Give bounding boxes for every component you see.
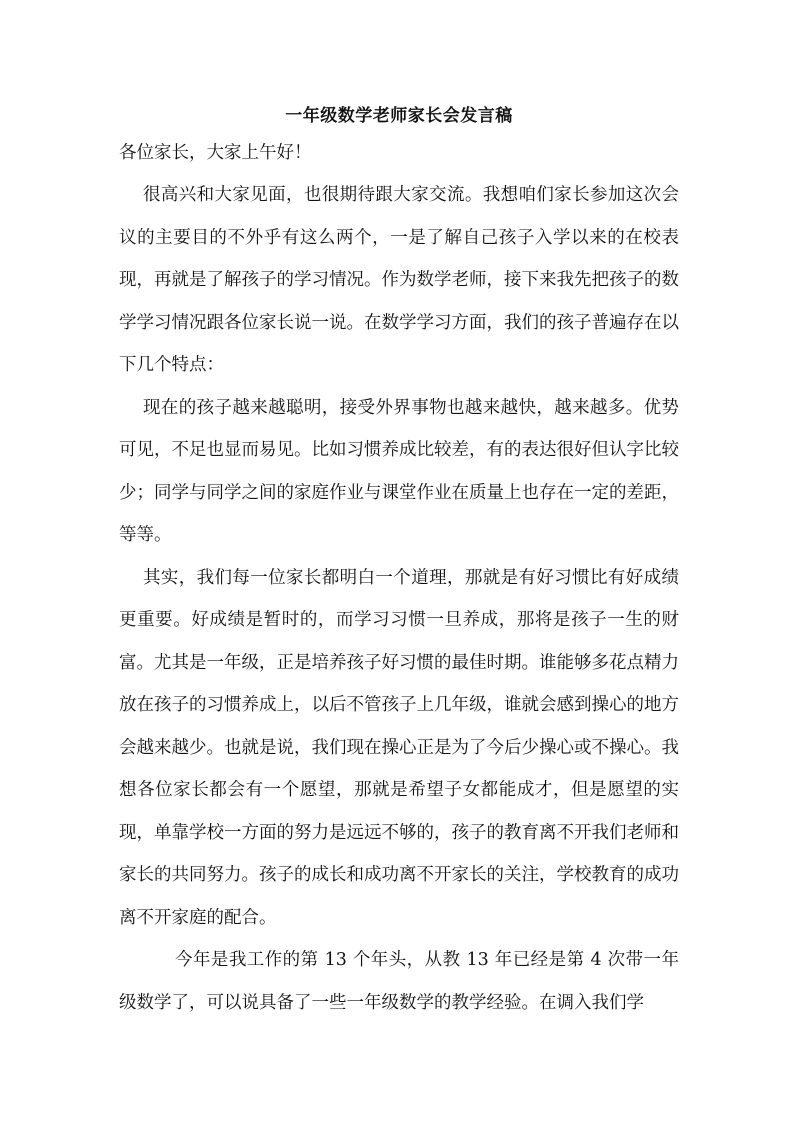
salutation: 各位家长，大家上午好！ [119,143,312,163]
paragraph-4: 今年是我工作的第 13 个年头，从教 13 年已经是第 4 次带一年级数学了，可以说具备了一些一年级数学的教学经验。在调入我们学 [119,950,679,1013]
document-title: 一年级数学老师家长会发言稿 [285,106,513,126]
document-body [119,100,679,1024]
paragraph-3: 其实，我们每一位家长都明白一个道理，那就是有好习惯比有好成绩更重要。好成绩是暂时的，而学习习惯一旦养成，那将是孩子一生的财富。尤其是一年级，正是培养孩子好习惯的最佳时期。谁能够多花点精力放在孩子的习惯养成上，以后不管孩子上几年级，谁就会感到操心的地方会越来越少。也就是说，我们现在操心正是为了今后少操心或不操心。我想各位家长都会有一个愿望，那就是希望子女都能成才，但是愿望的实现，单靠学校一方面的努力是远远不够的，孩子的教育离不开我们老师和家长的共同努力。孩子的成长和成功离不开家长的关注，学校教育的成功离不开家庭的配合。 [119,567,679,928]
paragraph-1: 很高兴和大家见面，也很期待跟大家交流。我想咱们家长参加这次会议的主要目的不外乎有这么两个，一是了解自己孩子入学以来的在校表现，再就是了解孩子的学习情况。作为数学老师，接下来我先把孩子的数学学习情况跟各位家长说一说。在数学学习方面，我们的孩子普遍存在以下几个特点： [119,185,679,375]
paragraph-2: 现在的孩子越来越聪明，接受外界事物也越来越快，越来越多。优势可见，不足也显而易见。比如习惯养成比较差，有的表达很好但认字比较少；同学与同学之间的家庭作业与课堂作业在质量上也存在一定的差距，等等。 [119,397,679,545]
